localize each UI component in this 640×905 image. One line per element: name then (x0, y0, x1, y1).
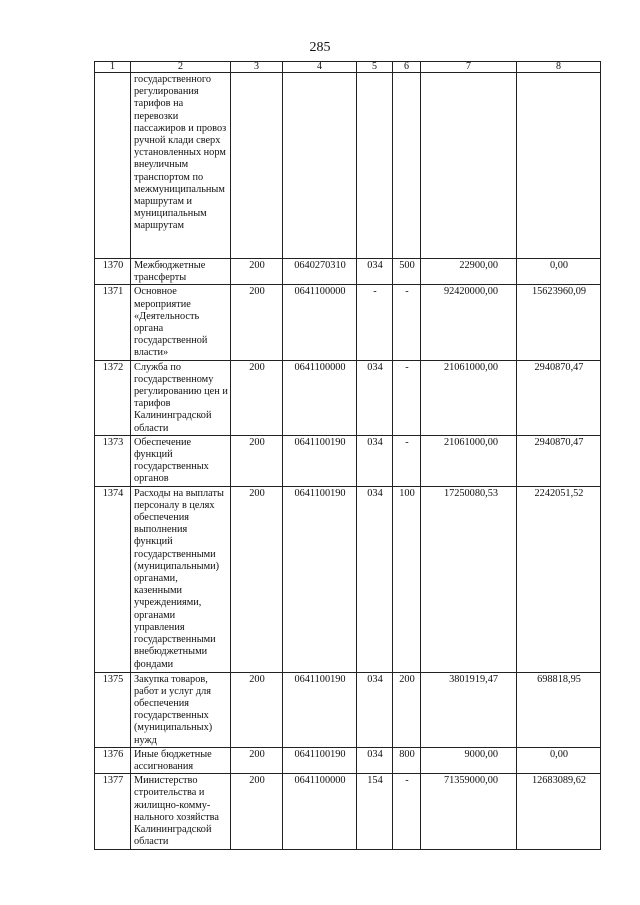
table-row (95, 435, 601, 486)
cell-col8: 15623960,09 (517, 285, 601, 360)
table-row (95, 747, 601, 773)
cell-col8: 698818,95 (517, 672, 601, 747)
row-number: 1371 (95, 285, 131, 360)
cell-col3: 200 (231, 486, 283, 672)
cell-col7: 9000,00 (421, 747, 517, 773)
cell-col6: 100 (393, 486, 421, 672)
cell-col6: 500 (393, 259, 421, 285)
table-row (95, 486, 601, 672)
cell-col6 (393, 73, 421, 259)
cell-col3: 200 (231, 360, 283, 435)
cell-col4 (283, 73, 357, 259)
cell-col8 (517, 73, 601, 259)
row-name: государственного регулирования тарифов на перевозки пассажиров и провоз ручной клади сверх установленных норм внеуличным транспортом по межмуниципальным маршрутам и муниципальным маршрутам (131, 73, 231, 259)
cell-col3 (231, 73, 283, 259)
cell-col8: 0,00 (517, 259, 601, 285)
cell-col4: 0641100190 (283, 672, 357, 747)
row-name: Закупка товаров, работ и услуг для обеспечения государственных (муниципальных) нужд (131, 672, 231, 747)
cell-col6: - (393, 360, 421, 435)
cell-col5: 034 (357, 360, 393, 435)
cell-col8: 2940870,47 (517, 435, 601, 486)
cell-col5: 034 (357, 747, 393, 773)
cell-col5: 154 (357, 774, 393, 849)
cell-col5: 034 (357, 672, 393, 747)
table-row (95, 259, 601, 285)
header-cell: 6 (393, 62, 421, 73)
cell-col5: 034 (357, 486, 393, 672)
row-number: 1372 (95, 360, 131, 435)
table-row (95, 672, 601, 747)
row-number: 1373 (95, 435, 131, 486)
cell-col4: 0641100000 (283, 360, 357, 435)
cell-col4: 0641100190 (283, 486, 357, 672)
cell-col3: 200 (231, 259, 283, 285)
cell-col7: 3801919,47 (421, 672, 517, 747)
row-name: Расходы на выплаты персоналу в целях обеспечения выполнения функций государственными (муниципальными) органами, казенными учреждениями, органами управления государственными внебюджетными фондами (131, 486, 231, 672)
row-name: Основное мероприятие «Деятельность органа государственной власти» (131, 285, 231, 360)
cell-col7 (421, 73, 517, 259)
cell-col6: - (393, 774, 421, 849)
cell-col4: 0641100190 (283, 435, 357, 486)
header-cell: 3 (231, 62, 283, 73)
cell-col3: 200 (231, 435, 283, 486)
cell-col5: - (357, 285, 393, 360)
table-row (95, 360, 601, 435)
cell-col5 (357, 73, 393, 259)
cell-col7: 22900,00 (421, 259, 517, 285)
cell-col3: 200 (231, 672, 283, 747)
header-cell: 8 (517, 62, 601, 73)
cell-col7: 21061000,00 (421, 435, 517, 486)
cell-col6: - (393, 435, 421, 486)
table-row (95, 73, 601, 259)
row-name: Межбюджетные трансферты (131, 259, 231, 285)
cell-col4: 0640270310 (283, 259, 357, 285)
cell-col6: - (393, 285, 421, 360)
cell-col4: 0641100000 (283, 285, 357, 360)
cell-col6: 800 (393, 747, 421, 773)
header-cell: 4 (283, 62, 357, 73)
cell-col8: 2242051,52 (517, 486, 601, 672)
cell-col4: 0641100000 (283, 774, 357, 849)
row-name: Министерство строительства и жилищно-комму-нального хозяйства Калининградской области (131, 774, 231, 849)
cell-col7: 71359000,00 (421, 774, 517, 849)
row-name: Служба по государственному регулированию цен и тарифов Калининградской области (131, 360, 231, 435)
cell-col4: 0641100190 (283, 747, 357, 773)
cell-col3: 200 (231, 774, 283, 849)
row-number: 1370 (95, 259, 131, 285)
row-number: 1376 (95, 747, 131, 773)
header-cell: 1 (95, 62, 131, 73)
table-row (95, 774, 601, 849)
cell-col6: 200 (393, 672, 421, 747)
page-number: 285 (309, 40, 331, 55)
cell-col7: 21061000,00 (421, 360, 517, 435)
header-cell: 5 (357, 62, 393, 73)
cell-col8: 2940870,47 (517, 360, 601, 435)
header-cell: 7 (421, 62, 517, 73)
cell-col5: 034 (357, 259, 393, 285)
cell-col5: 034 (357, 435, 393, 486)
row-number: 1377 (95, 774, 131, 849)
row-name: Обеспечение функций государственных органов (131, 435, 231, 486)
cell-col3: 200 (231, 747, 283, 773)
row-name: Иные бюджетные ассигнования (131, 747, 231, 773)
budget-table (94, 61, 601, 850)
cell-col7: 17250080,53 (421, 486, 517, 672)
cell-col8: 12683089,62 (517, 774, 601, 849)
row-number: 1374 (95, 486, 131, 672)
table-row (95, 285, 601, 360)
cell-col7: 92420000,00 (421, 285, 517, 360)
row-number (95, 73, 131, 259)
row-number: 1375 (95, 672, 131, 747)
header-row (95, 62, 601, 73)
cell-col8: 0,00 (517, 747, 601, 773)
header-cell: 2 (131, 62, 231, 73)
cell-col3: 200 (231, 285, 283, 360)
